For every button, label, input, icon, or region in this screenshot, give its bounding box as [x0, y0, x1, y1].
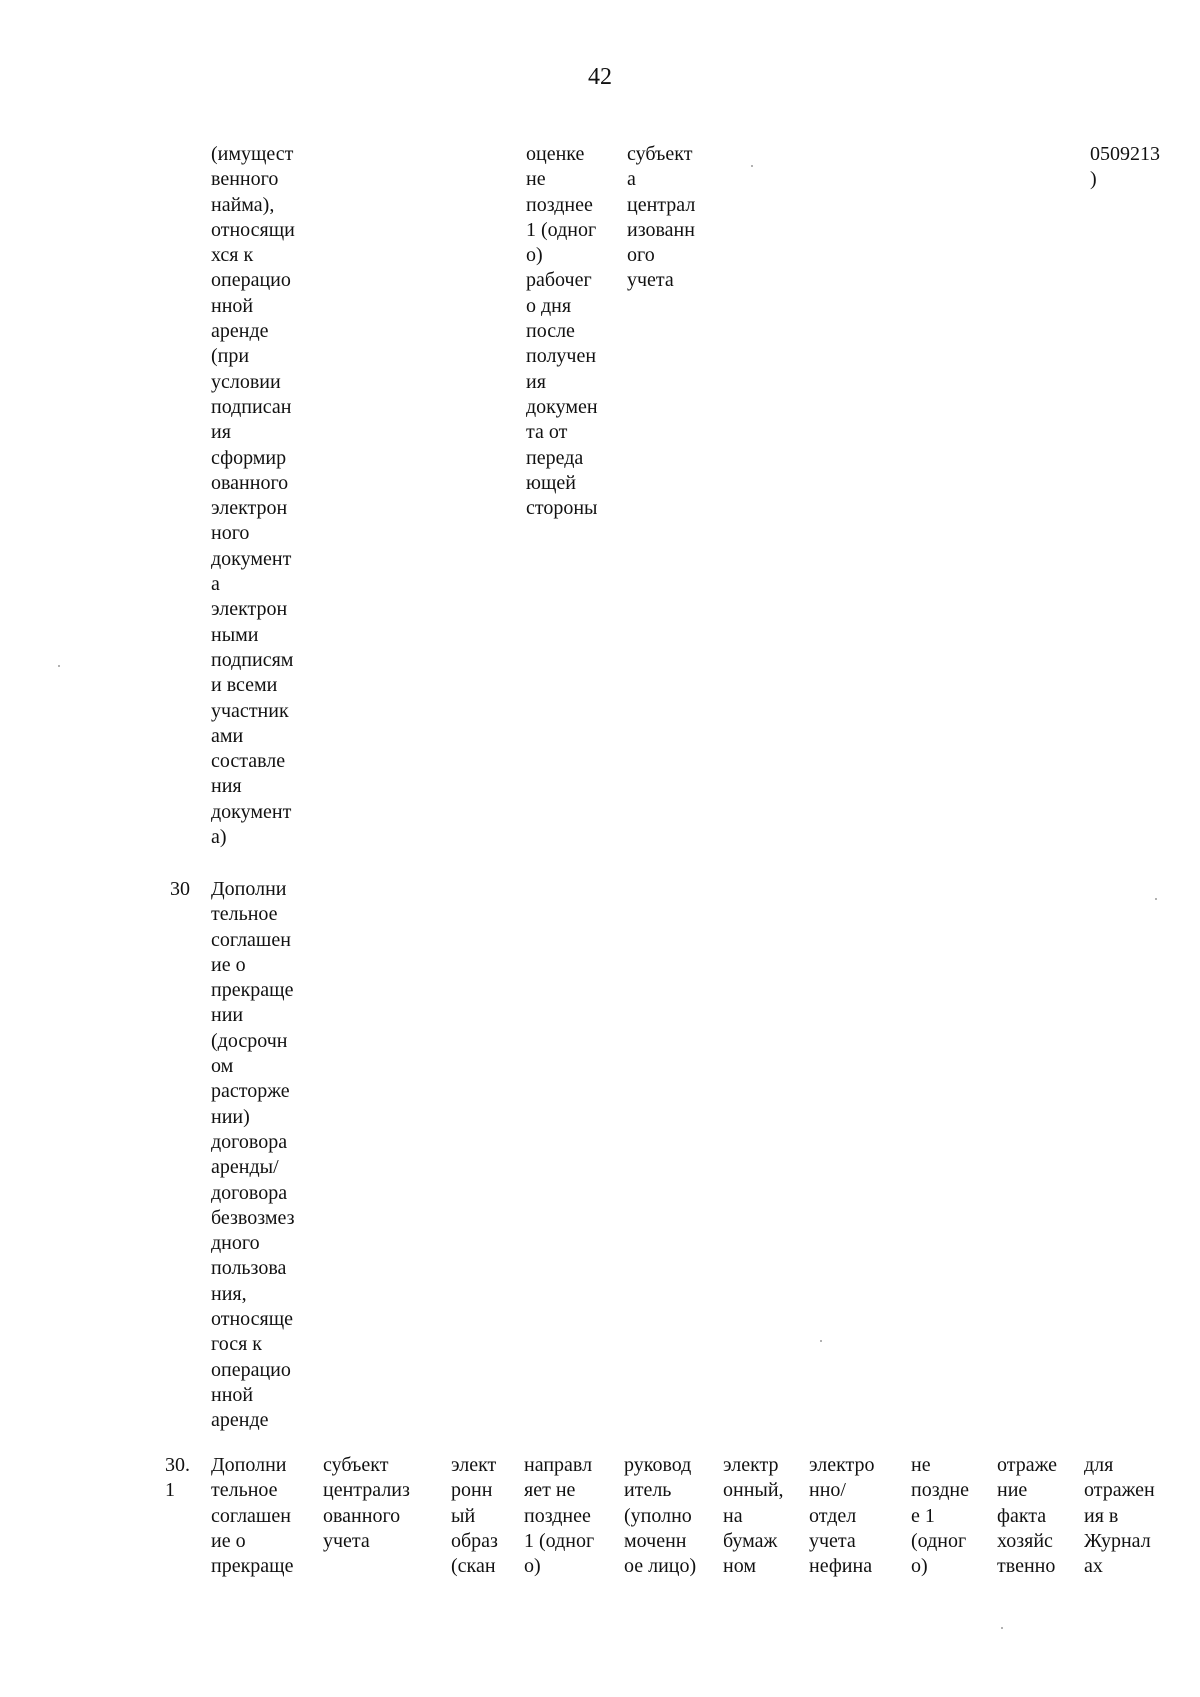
cell-text-line: нии: [211, 1004, 244, 1027]
cell-text-line: получен: [526, 345, 597, 368]
cell-text-line: на: [723, 1504, 743, 1527]
cell-text-line: найма),: [211, 193, 275, 216]
cell-text-line: 1 (одног: [524, 1529, 595, 1552]
cell-text-line: рабочег: [526, 269, 592, 292]
cell-text-line: ): [1090, 168, 1097, 191]
page-number: 42: [588, 64, 612, 90]
cell-text-line: а: [627, 168, 636, 191]
cell-text-line: (имущест: [211, 143, 294, 165]
cell-text-line: отдел: [809, 1504, 857, 1527]
cell-text-line: не: [911, 1454, 931, 1476]
cell-text-line: (досрочн: [211, 1029, 288, 1052]
cell-text-line: договора: [211, 1181, 288, 1204]
cell-text-line: учета: [627, 269, 674, 292]
cell-text-line: сформир: [211, 446, 287, 469]
cell-text-line: после: [526, 320, 575, 343]
cell-text-line: Дополни: [211, 1454, 287, 1476]
cell-text-line: ами: [211, 724, 244, 747]
cell-text-line: ие о: [211, 953, 246, 976]
cell-text-line: тельное: [211, 1479, 278, 1502]
row30-1-originator: [323, 1453, 410, 1554]
cell-text-line: составле: [211, 750, 286, 773]
cell-text-line: ый: [451, 1504, 476, 1527]
cell-text-line: бумаж: [723, 1529, 778, 1552]
cell-text-line: 30.: [165, 1454, 190, 1476]
cell-text-line: электро: [809, 1454, 875, 1476]
cell-text-line: Дополни: [211, 878, 287, 900]
cell-text-line: (скан: [451, 1555, 496, 1578]
top-col5-cell: [627, 142, 695, 294]
cell-text-line: аренде: [211, 320, 269, 343]
cell-text-line: нной: [211, 1383, 254, 1406]
cell-text-line: (одног: [911, 1529, 967, 1552]
cell-text-line: подписан: [211, 395, 292, 418]
cell-text-line: не: [526, 168, 546, 191]
cell-text-line: факта: [997, 1504, 1047, 1527]
cell-text-line: гося к: [211, 1333, 262, 1356]
cell-text-line: докумен: [526, 395, 598, 418]
cell-text-line: аренде: [211, 1409, 269, 1432]
cell-text-line: учета: [809, 1529, 856, 1552]
cell-text-line: централиз: [323, 1479, 410, 1502]
top-form-code-cell: [1090, 142, 1160, 193]
row30-1-format: [451, 1453, 498, 1579]
cell-text-line: яет не: [524, 1479, 576, 1502]
cell-text-line: относящи: [211, 218, 295, 241]
cell-text-line: прекраще: [211, 1555, 294, 1578]
cell-text-line: нно/: [809, 1479, 846, 1502]
cell-text-line: дного: [211, 1232, 260, 1255]
cell-text-line: о): [526, 244, 543, 267]
cell-text-line: а: [211, 573, 220, 596]
cell-text-line: ными: [211, 623, 259, 646]
cell-text-line: операцио: [211, 269, 291, 292]
cell-text-line: стороны: [526, 497, 598, 520]
cell-text-line: ние: [997, 1479, 1028, 1502]
row30-1-recipient: [809, 1453, 875, 1579]
cell-text-line: итель: [624, 1479, 672, 1502]
cell-text-line: позднее: [526, 193, 593, 216]
cell-text-line: ах: [1084, 1555, 1103, 1578]
cell-text-line: для: [1084, 1454, 1114, 1476]
cell-text-line: та от: [526, 421, 568, 444]
cell-text-line: ое лицо): [624, 1555, 697, 1578]
cell-text-line: прекраще: [211, 979, 294, 1002]
cell-text-line: централ: [627, 193, 696, 216]
cell-text-line: электр: [723, 1454, 779, 1476]
cell-text-line: о дня: [526, 294, 572, 317]
top-col1-cell: [211, 142, 295, 850]
cell-text-line: участник: [211, 699, 289, 722]
cell-text-line: пользова: [211, 1257, 287, 1280]
cell-text-line: 30: [170, 878, 190, 900]
cell-text-line: о): [524, 1555, 541, 1578]
cell-text-line: нефина: [809, 1555, 873, 1578]
cell-text-line: о): [911, 1555, 928, 1578]
cell-text-line: ия в: [1084, 1504, 1119, 1527]
cell-text-line: договора: [211, 1130, 288, 1153]
cell-text-line: субъект: [627, 143, 693, 165]
cell-text-line: оценке: [526, 143, 585, 165]
cell-text-line: хся к: [211, 244, 254, 267]
cell-text-line: операцио: [211, 1358, 291, 1381]
cell-text-line: электрон: [211, 497, 288, 520]
cell-text-line: элект: [451, 1454, 497, 1476]
cell-text-line: подписям: [211, 648, 294, 671]
cell-text-line: расторже: [211, 1080, 290, 1103]
cell-text-line: и всеми: [211, 674, 278, 697]
cell-text-line: Журнал: [1084, 1529, 1151, 1552]
cell-text-line: образ: [451, 1529, 498, 1552]
row30-1-number: [165, 1453, 190, 1504]
row30-1-action: [997, 1453, 1057, 1579]
cell-text-line: нии): [211, 1105, 250, 1128]
cell-text-line: тельное: [211, 903, 278, 926]
cell-text-line: ом: [211, 1055, 234, 1078]
cell-text-line: (при: [211, 345, 250, 368]
row30-1-deadline: [524, 1453, 594, 1579]
cell-text-line: документ: [211, 800, 292, 823]
row30-1-signer: [624, 1453, 696, 1579]
cell-text-line: субъект: [323, 1454, 389, 1476]
cell-text-line: ия: [211, 421, 231, 444]
cell-text-line: поздне: [911, 1479, 969, 1502]
row30-number: [170, 877, 190, 902]
cell-text-line: а): [211, 826, 227, 849]
cell-text-line: хозяйс: [997, 1529, 1053, 1552]
cell-text-line: ие о: [211, 1529, 246, 1552]
cell-text-line: соглашен: [211, 1504, 291, 1527]
top-col4-cell: [526, 142, 598, 521]
cell-text-line: изованн: [627, 218, 695, 241]
row30-1-media: [723, 1453, 784, 1579]
row30-document-name: [211, 877, 295, 1434]
cell-text-line: соглашен: [211, 928, 291, 951]
cell-text-line: 1 (одног: [526, 218, 597, 241]
cell-text-line: переда: [526, 446, 584, 469]
row30-1-purpose: [1084, 1453, 1155, 1579]
cell-text-line: ния: [211, 775, 242, 798]
cell-text-line: ронн: [451, 1479, 493, 1502]
cell-text-line: онный,: [723, 1479, 784, 1502]
cell-text-line: условии: [211, 370, 281, 393]
cell-text-line: ния,: [211, 1282, 247, 1305]
cell-text-line: (уполно: [624, 1504, 692, 1527]
row30-1-processing-deadline: [911, 1453, 969, 1579]
cell-text-line: нной: [211, 294, 254, 317]
cell-text-line: ованного: [323, 1504, 401, 1527]
scan-speck: [1001, 1627, 1003, 1629]
cell-text-line: ного: [211, 522, 250, 545]
cell-text-line: твенно: [997, 1555, 1056, 1578]
cell-text-line: ном: [723, 1555, 756, 1578]
scan-speck: [1155, 898, 1157, 900]
scan-speck: [58, 665, 60, 667]
cell-text-line: е 1: [911, 1504, 935, 1527]
cell-text-line: позднее: [524, 1504, 591, 1527]
row30-1-document-name: [211, 1453, 293, 1579]
cell-text-line: электрон: [211, 598, 288, 621]
scan-speck: [751, 165, 753, 167]
cell-text-line: ого: [627, 244, 655, 267]
cell-text-line: направл: [524, 1454, 593, 1476]
cell-text-line: отражен: [1084, 1479, 1155, 1502]
scan-speck: [820, 1340, 822, 1342]
cell-text-line: отраже: [997, 1454, 1058, 1476]
cell-text-line: документ: [211, 547, 292, 570]
cell-text-line: венного: [211, 168, 279, 191]
cell-text-line: ия: [526, 370, 546, 393]
cell-text-line: руковод: [624, 1454, 692, 1476]
cell-text-line: относяще: [211, 1308, 294, 1331]
cell-text-line: учета: [323, 1529, 370, 1552]
cell-text-line: ющей: [526, 471, 576, 494]
cell-text-line: 0509213: [1090, 143, 1160, 165]
cell-text-line: 1: [165, 1479, 175, 1502]
cell-text-line: моченн: [624, 1529, 687, 1552]
cell-text-line: безвозмез: [211, 1206, 295, 1229]
cell-text-line: аренды/: [211, 1156, 279, 1179]
cell-text-line: ованного: [211, 471, 289, 494]
